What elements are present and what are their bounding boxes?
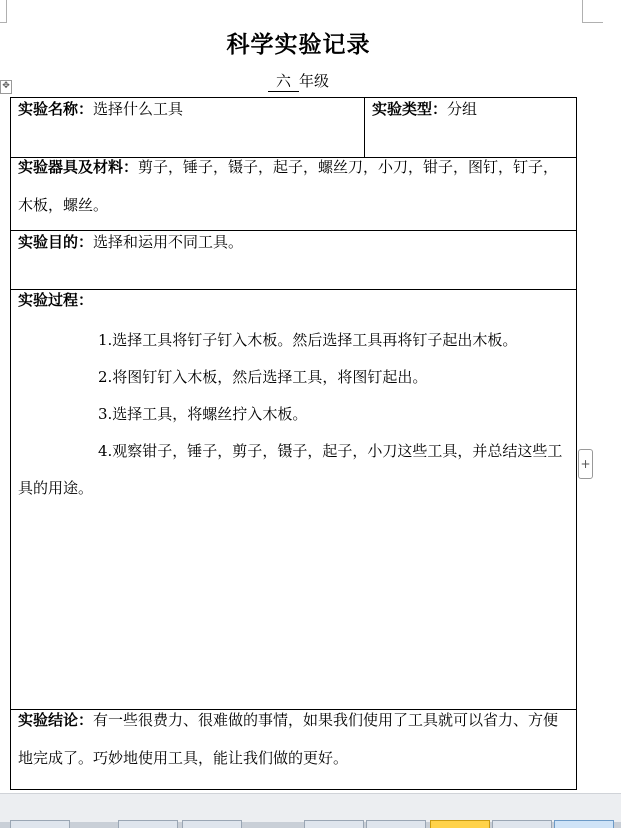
process-label: 实验过程： [18,291,94,309]
taskbar-button[interactable] [492,820,552,828]
table-row [11,158,577,231]
name-value: 选择什么工具 [93,100,184,118]
type-label: 实验类型： [372,100,448,118]
table-row [11,290,577,710]
grade-line [0,70,597,92]
process-step-3: 3.选择工具，将螺丝拧入木板。 [98,405,308,423]
purpose-value: 选择和运用不同工具。 [93,233,244,251]
grade-suffix: 年级 [299,72,330,90]
purpose-cell [11,231,577,290]
table-move-handle-icon[interactable]: ✥ [0,80,12,94]
page-corner-mark-left [0,0,7,23]
table-row [11,231,577,290]
table-row [11,710,577,790]
taskbar-button-active[interactable] [430,820,490,828]
taskbar-button[interactable] [304,820,364,828]
taskbar-button[interactable] [182,820,242,828]
page-corner-mark-right [582,0,603,23]
conclusion-label: 实验结论： [18,711,94,729]
materials-value: 剪子，锤子，镊子，起子，螺丝刀，小刀，钳子，图钉，钉子，木板，螺丝。 [18,158,559,214]
process-step-1: 1.选择工具将钉子钉入木板。然后选择工具再将钉子起出木板。 [98,331,518,349]
conclusion-cell [11,710,577,790]
grade-value: 六 [268,70,299,92]
experiment-record-table [10,97,577,790]
process-step-4: 4.观察钳子，锤子，剪子，镊子，起子，小刀这些工具，并总结这些工具的用途。 [18,442,563,497]
materials-cell [11,158,577,231]
taskbar-button[interactable] [554,820,614,828]
process-step-2: 2.将图钉钉入木板，然后选择工具，将图钉起出。 [98,368,428,386]
add-column-handle-icon[interactable]: + [578,449,593,479]
materials-label: 实验器具及材料： [18,158,139,176]
document-title: 科学实验记录 [226,31,371,58]
conclusion-value: 有一些很费力、很难做的事情，如果我们使用了工具就可以省力、方便地完成了。巧妙地使用工具，能让我们做的更好。 [18,711,559,767]
taskbar-button[interactable] [118,820,178,828]
process-cell [11,290,577,710]
taskbar-button[interactable] [10,820,70,828]
type-value: 分组 [447,100,478,118]
name-label: 实验名称： [18,100,94,118]
purpose-label: 实验目的： [18,233,94,251]
taskbar-button[interactable] [366,820,426,828]
